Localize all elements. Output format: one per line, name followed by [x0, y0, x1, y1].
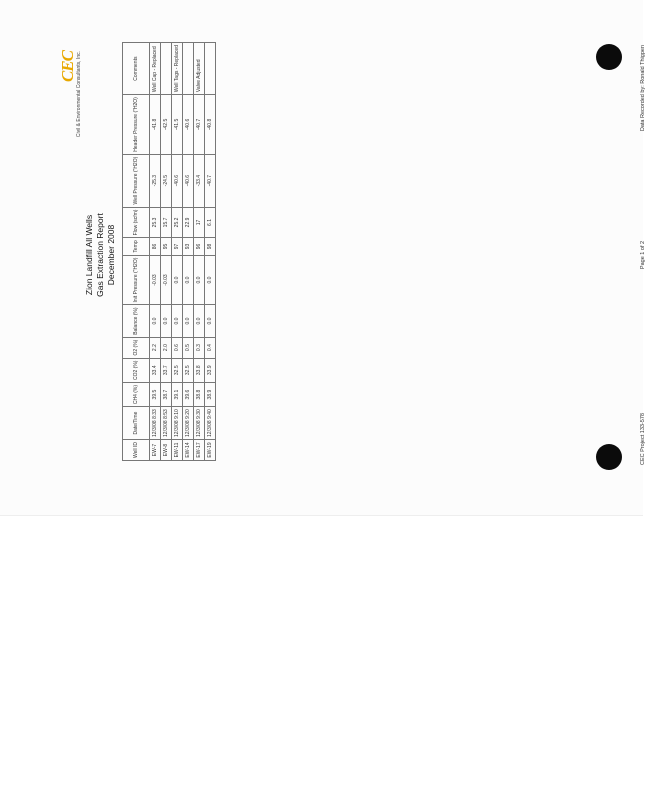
- cell-well-id: EW-11: [172, 439, 183, 460]
- report-subtitle: Gas Extraction Report: [95, 213, 105, 297]
- cell-header-pressure: -42.5: [161, 95, 172, 155]
- cell-init-pressure: 0.0: [183, 255, 194, 305]
- cell-date-time: 12/3/08 9:10: [172, 407, 183, 440]
- header-well-pressure: Well Pressure ("H2O): [123, 154, 150, 207]
- table-row: [194, 43, 205, 461]
- cell-well-pressure: -33.4: [194, 154, 205, 207]
- cell-comments: [161, 43, 172, 95]
- cell-balance: 0.0: [161, 305, 172, 337]
- cell-well-id: EW-7: [150, 439, 161, 460]
- cell-well-pressure: -25.3: [150, 154, 161, 207]
- cell-co2: 32.5: [183, 358, 194, 382]
- cell-co2: 33.8: [194, 358, 205, 382]
- gas-extraction-table: [122, 42, 216, 461]
- cell-comments: [183, 43, 194, 95]
- cell-flow: 17: [194, 207, 205, 238]
- cell-ch4: 38.8: [194, 382, 205, 406]
- cell-flow: 25.2: [172, 207, 183, 238]
- footer-project: CEC Project 133-578: [640, 413, 646, 465]
- cell-ch4: 39.5: [150, 382, 161, 406]
- table-row: [172, 43, 183, 461]
- cell-comments: Well Cap - Replaced: [150, 43, 161, 95]
- header-balance: Balance (%): [123, 305, 150, 337]
- cell-init-pressure: 0.0: [205, 255, 216, 305]
- cell-o2: 0.6: [172, 337, 183, 358]
- cell-date-time: 12/3/08 9:20: [183, 407, 194, 440]
- cell-ch4: 38.9: [205, 382, 216, 406]
- cell-header-pressure: -40.6: [183, 95, 194, 155]
- cell-o2: 0.3: [194, 337, 205, 358]
- footer-page-number: Page 1 of 2: [640, 240, 646, 270]
- cell-balance: 0.0: [172, 305, 183, 337]
- cell-header-pressure: -41.5: [172, 95, 183, 155]
- report-title: Zion Landfill All Wells: [84, 214, 94, 296]
- header-ch4: CH4 (%): [123, 382, 150, 406]
- cell-temp: 86: [150, 238, 161, 255]
- cell-flow: 15.7: [161, 207, 172, 238]
- cell-header-pressure: -40.8: [205, 95, 216, 155]
- header-date-time: Date/Time: [123, 407, 150, 440]
- cell-flow: 22.9: [183, 207, 194, 238]
- cell-flow: 25.3: [150, 207, 161, 238]
- cell-well-pressure: -40.7: [205, 154, 216, 207]
- cell-header-pressure: -41.8: [150, 95, 161, 155]
- cell-o2: 0.4: [205, 337, 216, 358]
- cell-init-pressure: 0.0: [172, 255, 183, 305]
- cell-date-time: 12/3/08 9:30: [194, 407, 205, 440]
- report-period: December 2008: [106, 224, 116, 286]
- report-titles: [84, 45, 117, 465]
- cell-o2: 2.2: [150, 337, 161, 358]
- cell-co2: 33.9: [205, 358, 216, 382]
- header-flow: Flow (scfm): [123, 207, 150, 238]
- cell-ch4: 39.1: [172, 382, 183, 406]
- table-header-row: [123, 43, 150, 461]
- table-row: [183, 43, 194, 461]
- cell-temp: 97: [172, 238, 183, 255]
- rotated-report: [60, 45, 650, 465]
- header-comments: Comments: [123, 43, 150, 95]
- footer-recorded-by: Data Recorded by: Ronald Thigpen: [640, 45, 646, 132]
- cell-co2: 33.4: [150, 358, 161, 382]
- cell-balance: 0.0: [150, 305, 161, 337]
- header-header-pressure: Header Pressure ("H2O): [123, 95, 150, 155]
- cell-date-time: 12/3/08 8:33: [150, 407, 161, 440]
- cell-well-id: EW-17: [194, 439, 205, 460]
- cell-well-pressure: -24.5: [161, 154, 172, 207]
- cell-o2: 2.0: [161, 337, 172, 358]
- cell-comments: Well Tags - Replaced: [172, 43, 183, 95]
- cell-well-id: EW-14: [183, 439, 194, 460]
- table-row: [150, 43, 161, 461]
- cell-o2: 0.5: [183, 337, 194, 358]
- cell-well-id: EW-8: [161, 439, 172, 460]
- cell-well-id: EW-19: [205, 439, 216, 460]
- header-well-id: Well ID: [123, 439, 150, 460]
- header-temp: Temp: [123, 238, 150, 255]
- cell-header-pressure: -40.7: [194, 95, 205, 155]
- cell-balance: 0.0: [183, 305, 194, 337]
- header-init-pressure: Init Pressure ("H2O): [123, 255, 150, 305]
- logo-mark: CEC: [58, 51, 77, 83]
- header-o2: O2 (%): [123, 337, 150, 358]
- cell-well-pressure: -40.6: [183, 154, 194, 207]
- cell-init-pressure: 0.0: [194, 255, 205, 305]
- cell-balance: 0.0: [194, 305, 205, 337]
- cell-init-pressure: -0.03: [161, 255, 172, 305]
- cell-co2: 32.5: [172, 358, 183, 382]
- table-row: [161, 43, 172, 461]
- logo-subtitle: Civil & Environmental Consultants, Inc.: [76, 51, 82, 138]
- cell-ch4: 39.6: [183, 382, 194, 406]
- cell-init-pressure: -0.03: [150, 255, 161, 305]
- cell-temp: 95: [161, 238, 172, 255]
- cell-ch4: 38.7: [161, 382, 172, 406]
- header-co2: CO2 (%): [123, 358, 150, 382]
- cell-date-time: 12/3/08 8:53: [161, 407, 172, 440]
- company-logo: [60, 51, 82, 137]
- cell-date-time: 12/3/08 9:40: [205, 407, 216, 440]
- cell-well-pressure: -40.6: [172, 154, 183, 207]
- table-row: [205, 43, 216, 461]
- cell-temp: 93: [183, 238, 194, 255]
- cell-comments: Valve Adjusted: [194, 43, 205, 95]
- cell-flow: 6.1: [205, 207, 216, 238]
- cell-co2: 33.7: [161, 358, 172, 382]
- cell-comments: [205, 43, 216, 95]
- cell-temp: 96: [194, 238, 205, 255]
- cell-balance: 0.0: [205, 305, 216, 337]
- cell-temp: 98: [205, 238, 216, 255]
